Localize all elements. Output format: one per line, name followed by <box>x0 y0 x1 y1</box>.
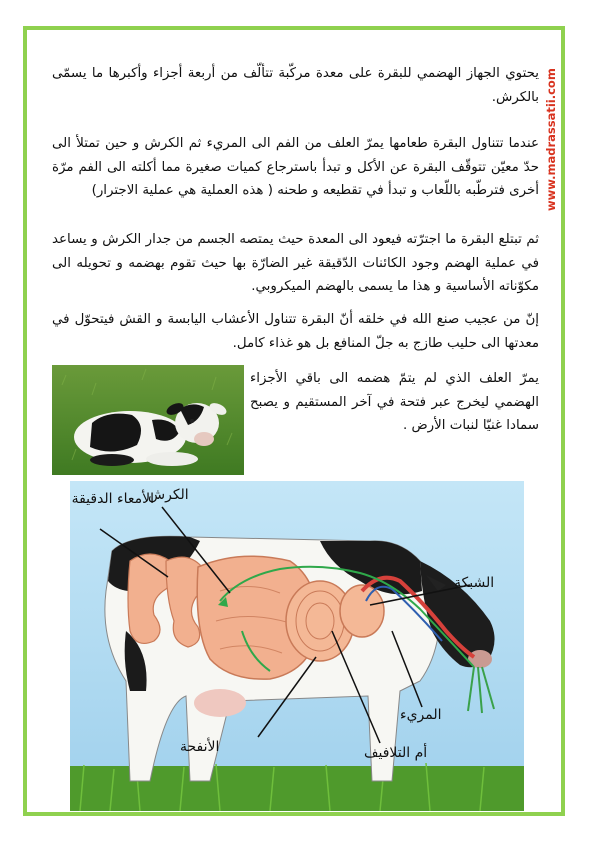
label-esophagus: المريء <box>400 707 442 723</box>
calf-photo <box>52 365 244 475</box>
label-reticulum: الشبكة <box>454 575 495 591</box>
label-abomasum: الأنفحة <box>180 739 220 755</box>
watermark-url: www.madrassatii.com <box>544 68 558 212</box>
label-rumen: الكرش <box>148 487 189 503</box>
paragraph-milk: إنّ من عجيب صنع الله في خلقه أنّ البقرة تتناول الأعشاب اليابسة و القش فيتحوّل في معدتها الى حليب طازج به جلّ المنافع بل هو غذاء كامل. <box>52 312 539 351</box>
paragraph-rumination: عندما تتناول البقرة طعامها يمرّ العلف من الفم الى المريء ثم الكرش و حين تمتلأ الى حدّ معيّن تتوقّف البقرة عن الأكل و تبدأ باسترجاع كميات صغيرة مما أكلته الى الفم مرّة أخرى فترطّبه باللّعاب و تبدأ في تقطيعه و طحنه ( هذه العملية هي عملية الاجترار) <box>52 136 539 198</box>
paragraph-excretion: يمرّ العلف الذي لم يتمّ هضمه الى باقي الأجزاء الهضمي ليخرج عبر فتحة في آخر المستقيم و يصبح سمادا غنيّا لنبات الأرض . <box>250 371 539 433</box>
paragraph-stomach-intro: يحتوي الجهاز الهضمي للبقرة على معدة مركّبة تتألّف من أربعة أجزاء وأكبرها ما يسمّى بالكرش. <box>52 66 539 105</box>
label-small-intestine: الأمعاء الدقيقة <box>71 491 154 507</box>
label-omasum: أم التلافيف <box>364 745 428 761</box>
cow-digestive-diagram <box>70 481 524 811</box>
paragraph-microbial-digestion: ثم تبتلع البقرة ما اجترّته فيعود الى المعدة حيث يمتصه الجسم من جدار الكرش و يساعد في عملية الهضم وجود الكائنات الدّقيقة غير الضارّة بها حيث تقوم بهضمه و تحويله الى مكوّناته الأساسية و هذا ما يسمى بالهضم الميكروبي. <box>52 232 539 294</box>
